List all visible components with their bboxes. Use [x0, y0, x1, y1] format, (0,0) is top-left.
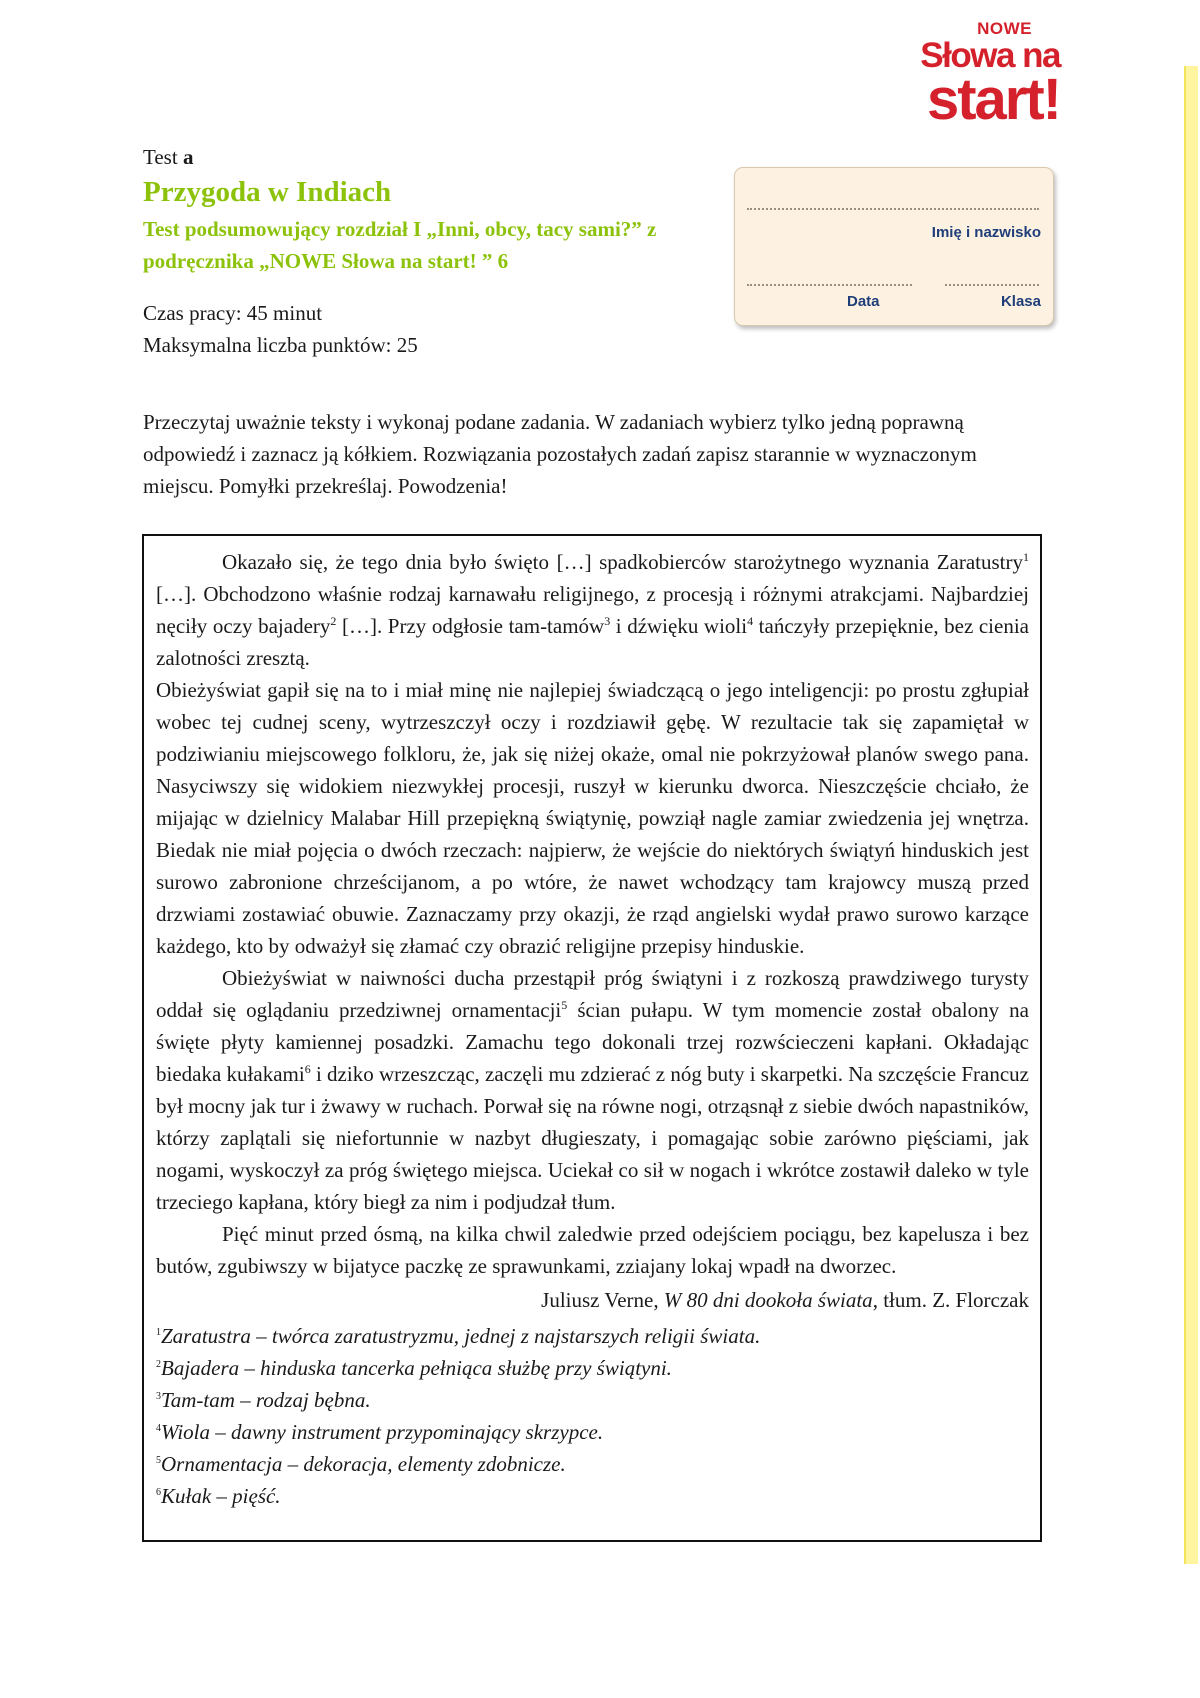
footnote-ref-1: 1: [1023, 550, 1029, 564]
footnote-item: $^2$Bajadera – hinduska tancerka pełniąca służbę przy świątyni.: [156, 1356, 672, 1380]
footnotes-list: [156, 1320, 1029, 1512]
max-points: Maksymalna liczba punktów: 25: [143, 333, 418, 357]
footnote-item: $^3$Tam-tam – rodzaj bębna.: [156, 1388, 371, 1412]
text-paragraph-1: Okazało się, że tego dnia było święto […] spadkobierców starożytnego wyznania Zaratustry$^1$ […]. Obchodzono właśnie rodzaj karnawału religijnego, z procesją i różnymi atrakcjami. Najbardziej nęciły oczy bajadery$^2$ […]. Przy odgłosie tam-tamów$^3$ i dźwięku wioli$^4$ tańczyły przepięknie, bez cienia zalotności zresztą.: [156, 550, 1029, 670]
test-version-label: Test a: [143, 145, 194, 169]
logo-start: start!: [926, 67, 1060, 132]
test-meta: [143, 297, 703, 361]
date-line[interactable]: [747, 284, 912, 286]
footnote-item: $^6$Kułak – pięść.: [156, 1484, 281, 1508]
class-label: Klasa: [1000, 293, 1041, 310]
class-line[interactable]: [945, 284, 1039, 286]
name-line[interactable]: [747, 208, 1039, 210]
reading-text-box: [142, 534, 1042, 1542]
date-label: Data: [847, 293, 880, 310]
footnote-ref-4: 4: [747, 614, 754, 628]
footnote-ref-2: 2: [330, 614, 337, 628]
text-paragraph-2: Obieżyświat gapił się na to i miał minę nie najlepiej świadczącą o jego inteligencji: po prostu zgłupiał wobec tej cudnej sceny, wytrzeszczył oczy i rozdziawił gębę. W rezultacie tak się zapamiętał w podziwianiu miejscowego folkloru, że, jak się niżej okaże, omal nie pokrzyżował planów swego pana. Nasyciwszy się widokiem niezwykłej procesji, ruszył w kierunku dworca. Nieszczęście chciało, że mijając w dzielnicy Malabar Hill przepiękną świątynię, powziął nagle zamiar zwiedzenia jej wnętrza. Biedak nie miał pojęcia o dwóch rzeczach: najpierw, że wejście do niektórych świątyń hinduskich jest surowo zabronione chrześcijanom, a po wtóre, że nawet wchodzący tam krajowcy muszą przed drzwiami zostawiać obuwie. Zaznaczamy przy okazji, że rząd angielski wydał prawo surowo karzące każdego, kto by odważył się złamać czy obrazić religijne przepisy hinduskie.: [156, 678, 1029, 958]
footnote-item: $^4$Wiola – dawny instrument przypominający skrzypce.: [156, 1420, 604, 1444]
page-subtitle: Test podsumowujący rozdział I „Inni, obcy, tacy sami?” z podręcznika „NOWE Słowa na start! ” 6: [143, 217, 657, 273]
source-attribution: Juliusz Verne, W 80 dni dookoła świata, tłum. Z. Florczak: [541, 1288, 1029, 1312]
footnote-ref-5: 5: [561, 998, 568, 1012]
page-edge-yellow-bar: [1184, 66, 1198, 1564]
instructions: Przeczytaj uważnie teksty i wykonaj podane zadania. W zadaniach wybierz tylko jedną poprawną odpowiedź i zaznacz ją kółkiem. Rozwiązania pozostałych zadań zapisz starannie w wyznaczonym miejscu. Pomyłki przekreślaj. Powodzenia!: [143, 410, 977, 498]
work-time: Czas pracy: 45 minut: [143, 301, 323, 325]
publisher-logo: [900, 20, 1060, 130]
logo-nowe: NOWE: [977, 19, 1032, 38]
text-paragraph-4: Pięć minut przed ósmą, na kilka chwil zaledwie przed odejściem pociągu, bez kapelusza i bez butów, zgubiwszy w bijatyce paczkę ze sprawunkami, zziajany lokaj wpadł na dworzec.: [156, 1222, 1029, 1278]
text-paragraph-3: Obieżyświat w naiwności ducha przestąpił próg świątyni i z rozkoszą prawdziwego turysty oddał się oglądaniu przedziwnej ornamentacji$^5$ ścian pułapu. W tym momencie został obalony na święte płyty kamiennej posadzki. Zamachu tego dokonali trzej rozwścieczeni kapłani. Okładając biedaka kułakami$^6$ i dziko wrzeszcząc, zaczęli mu zdzierać z nóg buty i skarpetki. Na szczęście Francuz był mocny jak tur i żwawy w ruchach. Porwał się na równe nogi, otrząsnął z siebie dwóch napastników, którzy zaplątali się niefortunnie w nazbyt długieszaty, i pomagając sobie zarówno pięściami, jak nogami, wyskoczył za próg świętego miejsca. Uciekał co sił w nogach i wkrótce zostawił daleko w tyle trzeciego kapłana, który biegł za nim i podjudzał tłum.: [156, 966, 1029, 1214]
book-title: W 80 dni dookoła świata: [663, 1288, 873, 1312]
test-header: [143, 143, 703, 361]
footnote-ref-6: 6: [304, 1062, 311, 1076]
footnote-item: $^5$Ornamentacja – dekoracja, elementy zdobnicze.: [156, 1452, 566, 1476]
footnote-item: $^1$Zaratustra – twórca zaratustryzmu, jednej z najstarszych religii świata.: [156, 1324, 761, 1348]
logo-slowa-na: Słowa na: [920, 36, 1060, 75]
page-title: Przygoda w Indiach: [143, 176, 392, 208]
footnote-ref-3: 3: [604, 614, 611, 628]
student-info-box: [734, 167, 1054, 326]
name-label: Imię i nazwisko: [931, 224, 1041, 241]
test-version-letter: a: [182, 145, 194, 169]
